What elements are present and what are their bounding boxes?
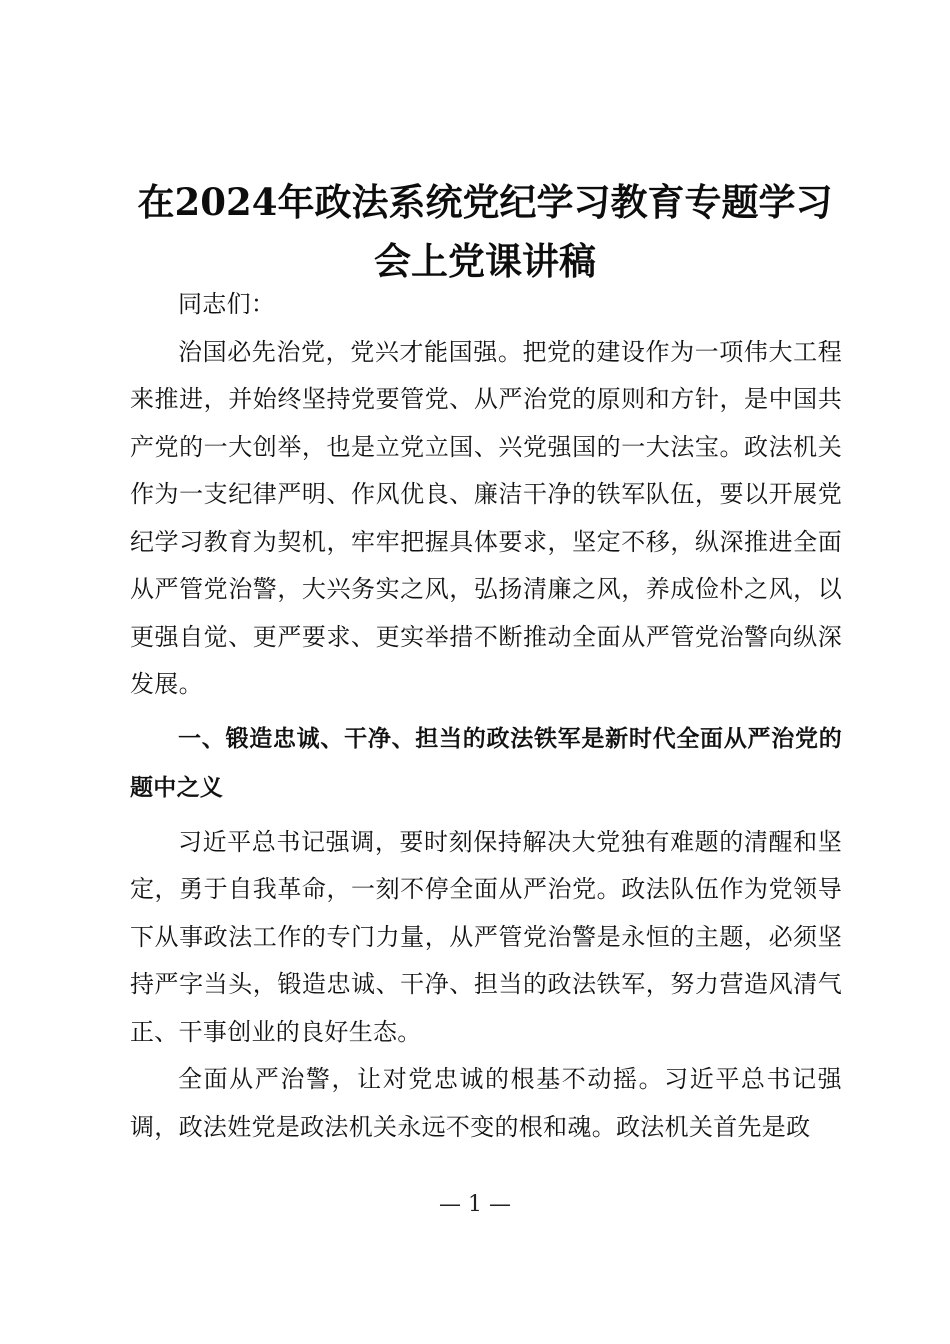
section-heading: 一、锻造忠诚、干净、担当的政法铁军是新时代全面从严治党的题中之义 [130,725,842,801]
document-body [130,281,842,1151]
document-title: 在2024年政法系统党纪学习教育专题学习会上党课讲稿 [137,180,833,283]
section-paragraph: 全面从严治警，让对党忠诚的根基不动摇。习近平总书记强调，政法姓党是政法机关永远不变的根和魂。政法机关首先是政 [130,1065,842,1141]
intro-paragraph: 治国必先治党，党兴才能国强。把党的建设作为一项伟大工程来推进，并始终坚持党要管党、从严治党的原则和方针，是中国共产党的一大创举，也是立党立国、兴党强国的一大法宝。政法机关作为一支纪律严明、作风优良、廉洁干净的铁军队伍，要以开展党纪学习教育为契机，牢牢把握具体要求，坚定不移，纵深推进全面从严管党治警，大兴务实之风，弘扬清廉之风，养成俭朴之风，以更强自觉、更严要求、更实举措不断推动全面从严管党治警向纵深发展。 [130,337,842,698]
section-paragraph: 习近平总书记强调，要时刻保持解决大党独有难题的清醒和坚定，勇于自我革命，一刻不停全面从严治党。政法队伍作为党领导下从事政法工作的专门力量，从严管党治警是永恒的主题，必须坚持严字当头，锻造忠诚、干净、担当的政法铁军，努力营造风清气正、干事创业的良好生态。 [130,827,842,1046]
page-number: — 1 — [439,1192,511,1217]
salutation: 同志们： [178,290,276,318]
